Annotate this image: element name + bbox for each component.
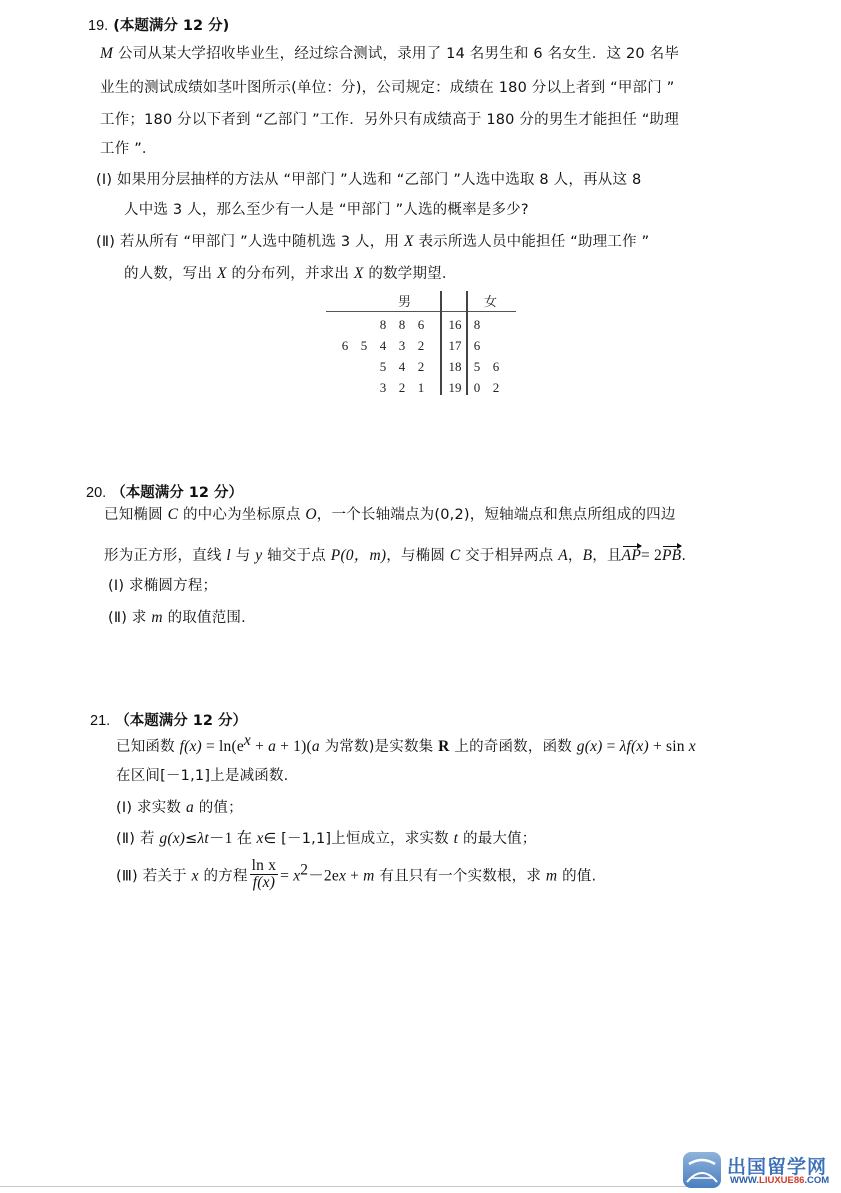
stem-leaf-stem: 19 xyxy=(448,380,462,395)
q20-line-2-a: 形为正方形，直线 xyxy=(104,548,227,564)
q20-line-1-b: 的中心为坐标原点 xyxy=(178,507,306,523)
q20-var-m: m xyxy=(151,609,163,626)
stem-leaf-female-leaf: 6 xyxy=(473,338,481,353)
stem-leaf-male-leaf: 2 xyxy=(398,380,406,395)
q20-number: 20. xyxy=(86,485,107,501)
q21-part-3 xyxy=(116,857,597,893)
q20-score: （本题满分 12 分） xyxy=(111,485,244,501)
stem-leaf-plot xyxy=(326,291,516,396)
q21-gx: g(x) xyxy=(159,830,186,847)
q20-var-c: C xyxy=(167,506,179,523)
stem-leaf-left-divider xyxy=(440,291,442,395)
q20-line-2-d: ，与椭圆 xyxy=(386,548,450,564)
q21-part-3-f: 有且只有一个实数根，求 xyxy=(374,868,546,885)
q21-part-3-g: 的值. xyxy=(557,868,597,885)
q19-part-2-cont-b: 的分布列，并求出 xyxy=(226,266,354,282)
q21-gx: g(x) xyxy=(576,738,603,755)
q21-line-1-e: 为常数)是实数集 xyxy=(319,739,439,755)
q21-minus-2e: －2e xyxy=(308,867,339,885)
q21-part-3-b: 的方程 xyxy=(198,868,248,885)
stem-leaf-male-leaf: 4 xyxy=(379,338,387,353)
q21-part-2-c: ∈ [－1,1]上恒成立，求实数 xyxy=(263,831,454,847)
q21-part-3-a: 若关于 xyxy=(142,868,192,885)
q19-line-2: 业生的测试成绩如茎叶图所示(单位：分)，公司规定：成绩在 180 分以上者到 “甲部门 ” xyxy=(100,80,675,96)
watermark-url-prefix: WWW. xyxy=(730,1175,760,1186)
q20-part-1-label: (Ⅰ) xyxy=(108,578,125,594)
q19-part-1-label: (Ⅰ) xyxy=(96,172,113,188)
q21-var-x: x xyxy=(256,830,264,847)
q21-var-x: x xyxy=(688,738,696,755)
q20-part-2-b: 的取值范围. xyxy=(162,610,246,626)
q21-square: 2 xyxy=(300,861,309,879)
q21-line-1 xyxy=(116,732,696,756)
stem-leaf-stem: 16 xyxy=(448,317,462,332)
q19-line-4: 工作 ”． xyxy=(100,141,157,157)
stem-leaf-female-leaf: 6 xyxy=(492,359,500,374)
q20-point-b: B xyxy=(582,547,593,564)
q21-fraction-denominator: f(x) xyxy=(252,874,276,891)
q21-eq: = xyxy=(280,867,294,885)
q21-part-2-label: (Ⅱ) xyxy=(116,831,136,847)
q20-vector-pb: PB xyxy=(661,547,682,564)
q21-lambda-fx: λf(x) xyxy=(619,738,649,755)
q20-line-2-e: 交于相异两点 xyxy=(460,548,559,564)
stem-leaf-female-leaf: 5 xyxy=(473,359,481,374)
q21-number: 21. xyxy=(90,713,111,729)
watermark-url xyxy=(730,1175,829,1186)
watermark-url-mid: LIUXUE86 xyxy=(759,1175,805,1186)
q19-var-x: X xyxy=(217,265,227,282)
q20-part-2-a: 求 xyxy=(131,610,152,626)
q19-part-2-cont-a: 的人数，写出 xyxy=(124,266,218,282)
stem-leaf-male-leaf: 3 xyxy=(398,338,406,353)
stem-leaf-male-leaf: 6 xyxy=(417,317,425,332)
q20-equals: = 2 xyxy=(641,547,662,564)
stem-leaf-female-leaf: 0 xyxy=(473,380,481,395)
q19-part-2-text-a: 若从所有 “甲部门 ”人选中随机选 3 人，用 xyxy=(119,234,404,250)
stem-leaf-left-header: 男 xyxy=(398,294,412,309)
footer-divider xyxy=(0,1186,690,1187)
q20-var-l: l xyxy=(226,547,231,564)
q21-part-2-d: 的最大值； xyxy=(458,831,537,847)
stem-leaf-male-leaf: 5 xyxy=(360,338,368,353)
q21-part-3-label: (Ⅲ) xyxy=(116,868,138,885)
stem-leaf-male-leaf: 2 xyxy=(417,338,425,353)
q21-part-2-b: －1 在 xyxy=(208,830,257,847)
q21-ln: = ln(e xyxy=(201,738,244,755)
q20-part-1 xyxy=(108,574,217,595)
q21-var-x: x xyxy=(338,867,347,885)
q20-line-1-c: ，一个长轴端点为(0,2)，短轴端点和焦点所组成的四边 xyxy=(316,507,676,523)
q21-var-m: m xyxy=(545,867,558,885)
q21-part-2 xyxy=(116,826,537,848)
q19-part-2-label: (Ⅱ) xyxy=(96,234,116,250)
stem-leaf-male-leaf: 8 xyxy=(398,317,406,332)
q19-part-2-text-b: 表示所选人员中能担任 “助理工作 ” xyxy=(413,234,650,250)
stem-leaf-male-leaf: 2 xyxy=(417,359,425,374)
q20-line-2-f: ，且 xyxy=(592,548,622,564)
q21-var-a: a xyxy=(185,799,194,816)
q20-header xyxy=(86,481,243,502)
q20-var-c: C xyxy=(449,547,461,564)
q19-var-x: X xyxy=(353,265,364,282)
q19-header xyxy=(88,14,229,35)
q20-line-2-c: 轴交于点 xyxy=(262,548,331,564)
q21-fx: f(x) xyxy=(179,738,202,755)
stem-leaf-right-header: 女 xyxy=(484,294,498,309)
q21-header xyxy=(90,709,247,730)
q20-part-2 xyxy=(108,606,246,627)
q20-line-2 xyxy=(104,543,686,565)
stem-leaf-male-leaf: 5 xyxy=(379,359,387,374)
q21-part-1 xyxy=(116,796,243,817)
q21-sin: + sin xyxy=(648,738,689,755)
stem-leaf-male-leaf: 4 xyxy=(398,359,406,374)
q20-line-2-b: 与 xyxy=(230,548,256,564)
q19-part-1 xyxy=(96,168,641,189)
q19-line-1 xyxy=(100,42,679,63)
q21-exponent: x xyxy=(243,732,252,749)
q21-fraction-numerator: ln x xyxy=(251,857,277,874)
q21-part-1-b: 的值； xyxy=(193,800,243,816)
q20-vector-ap: AP xyxy=(621,547,641,564)
q20-var-y: y xyxy=(255,547,263,564)
q21-score: （本题满分 12 分） xyxy=(115,713,248,729)
q21-plus: + xyxy=(251,738,269,755)
q21-part-1-label: (Ⅰ) xyxy=(116,800,133,816)
q20-point-a: A xyxy=(558,547,568,564)
q21-line-1-a: 已知函数 xyxy=(116,739,180,755)
q19-part-2 xyxy=(96,230,649,251)
q19-score: (本题满分 12 分) xyxy=(113,18,230,34)
q20-point-p: P(0，m) xyxy=(330,547,387,564)
stem-leaf-header-divider xyxy=(326,311,516,312)
stem-leaf-right-divider xyxy=(466,291,468,395)
q21-var-x: x xyxy=(293,867,301,885)
stem-leaf-male-leaf: 3 xyxy=(379,380,387,395)
q21-part-1-a: 求实数 xyxy=(137,800,186,816)
q20-sep: ， xyxy=(567,548,583,564)
q21-var-t: t xyxy=(453,830,459,847)
q19-line-3: 工作；180 分以下者到 “乙部门 ”工作．另外只有成绩高于 180 分的男生才能担任 “助理 xyxy=(100,112,679,128)
stem-leaf-stem: 18 xyxy=(448,359,462,374)
q19-var-x: X xyxy=(403,233,414,250)
q19-var-m: M xyxy=(100,45,114,62)
stem-leaf-stem: 17 xyxy=(448,338,462,353)
watermark-logo xyxy=(683,1150,838,1190)
q19-number: 19. xyxy=(88,18,109,34)
stem-leaf-female-leaf: 8 xyxy=(473,317,481,332)
watermark-url-suffix: .COM xyxy=(804,1175,830,1186)
stem-leaf-male-leaf: 1 xyxy=(417,380,425,395)
q21-var-x: x xyxy=(191,867,199,885)
q21-plus: + xyxy=(346,867,364,885)
q21-var-a: a xyxy=(268,738,277,755)
q21-le: ≤ xyxy=(185,831,198,847)
q20-end: . xyxy=(681,548,687,564)
q20-line-1-a: 已知椭圆 xyxy=(104,507,168,523)
q20-part-1-text: 求椭圆方程； xyxy=(129,578,218,594)
q21-line-2: 在区间[－1,1]上是减函数. xyxy=(116,768,289,784)
q21-lambda-t: λt xyxy=(197,830,209,847)
q19-line-1-text: 公司从某大学招收毕业生，经过综合测试，录用了 14 名男生和 6 名女生．这 20 名毕 xyxy=(117,46,680,62)
q21-var-a: a xyxy=(311,738,320,755)
stem-leaf-male-leaf: 6 xyxy=(341,338,349,353)
q21-line-1-f: 上的奇函数，函数 xyxy=(449,739,577,755)
globe-icon xyxy=(683,1152,721,1188)
q21-part-2-a: 若 xyxy=(139,831,160,847)
q21-equals: = xyxy=(602,738,620,755)
q21-fraction xyxy=(250,858,278,891)
q21-reals: R xyxy=(438,738,450,755)
q19-part-2-cont-c: 的数学期望． xyxy=(363,266,457,282)
q20-line-1 xyxy=(104,503,676,524)
q20-var-o: O xyxy=(305,506,317,523)
watermark-name: 出国留学网 xyxy=(727,1156,828,1178)
q21-var-m: m xyxy=(363,867,375,885)
q20-part-2-label: (Ⅱ) xyxy=(108,610,128,626)
stem-leaf-female-leaf: 2 xyxy=(492,380,500,395)
q19-part-2-cont xyxy=(124,262,457,283)
q19-part-1-text: 如果用分层抽样的方法从 “甲部门 ”人选和 “乙部门 ”人选中选取 8 人，再从这 8 xyxy=(117,172,642,188)
q19-part-1-cont: 人中选 3 人，那么至少有一人是 “甲部门 ”人选的概率是多少? xyxy=(124,202,529,218)
stem-leaf-male-leaf: 8 xyxy=(379,317,387,332)
q21-plus-one: + 1)( xyxy=(276,738,312,755)
